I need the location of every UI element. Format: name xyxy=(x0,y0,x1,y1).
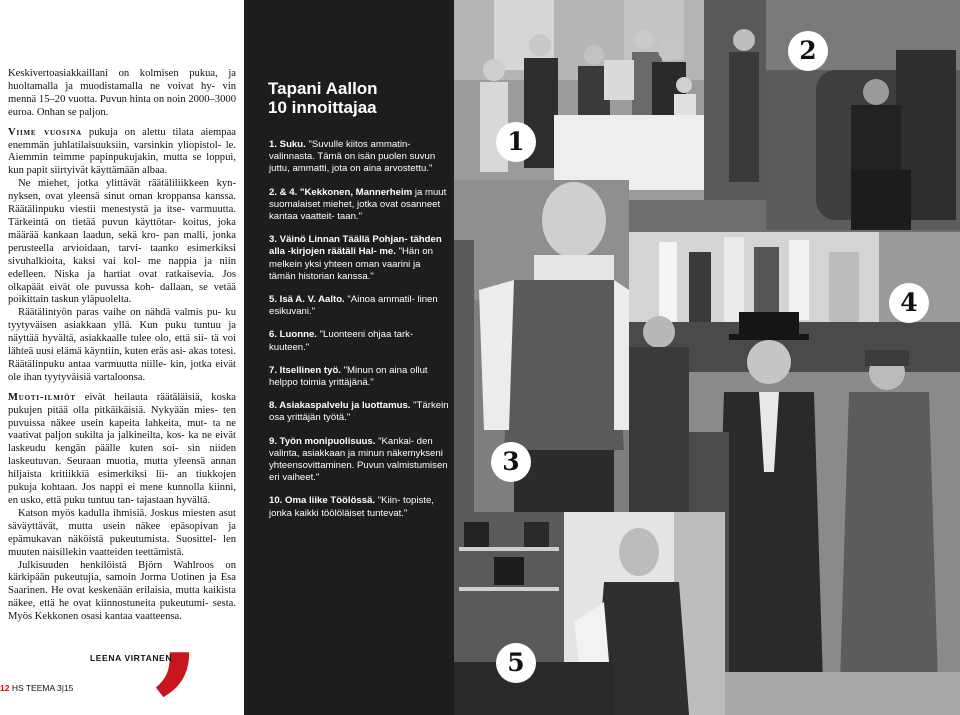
page-folio: 12 HS TEEMA 3|15 xyxy=(0,683,74,693)
article-paragraph: Katson myös kadulla ihmisiä. Joskus miesten asut säväyttävät, mutta usein näkee epäsopivan ja epämukavan näköistä pukeutumista. Suosittel- len muuten naisillekin vaatteiden teettämistä. xyxy=(8,507,236,558)
article-paragraph: Julkisuuden henkilöistä Björn Wahlroos on kärkipään pukeutujia, samoin Jorma Uotinen ja Esa Saarinen. He ovat keskenään erilaisia, mutta kaikista näkee, että he ovat kiinnostuneita pukeutumi- sesta. Myös Kekkonen osasi kantaa vaatteensa. xyxy=(8,559,236,623)
lead-in: Muoti-ilmiöt xyxy=(8,391,76,403)
article-intro: Keskivertoasiakkaillani on kolmisen pukua, ja huoltamalla ja muodistamalla ne voivat hy- vin mennä 15–20 vuotta. Puvun hinta on noin 2000–3000 euroa. Onhan se paljon. xyxy=(8,68,236,118)
article-paragraph: Viime vuosina pukuja on alettu tilata aiempaa enemmän juhlatilaisuuksiin, varsinkin yliopistol- le. Aiemmin teimme papinpukujakin, mutta se loppui, kun papit siirtyivät käyttämään albaa. xyxy=(8,126,236,177)
author-byline: LEENA VIRTANEN xyxy=(90,653,173,663)
photo-number-badge: 2 xyxy=(788,31,828,71)
list-item: 9. Työn monipuolisuus. "Kankai- den valinta, asiakkaan ja minun näkemykseni yhteensovittaminen. Puvun valmistumisen eri vaiheet." xyxy=(269,435,448,484)
sidebar-title: Tapani Aallon 10 innoittajaa xyxy=(268,79,378,117)
photo-collage xyxy=(454,0,960,715)
list-item: 8. Asiakaspalvelu ja luottamus. "Tärkein osa yrittäjän työtä." xyxy=(269,400,449,424)
halme-photo xyxy=(454,180,629,542)
list-item: 10. Oma liike Töölössä. "Kiin- topiste, jonka kaikki töölöläiset tuntevat." xyxy=(269,495,434,519)
list-item: 3. Väinö Linnan Täällä Pohjan- tähden alla -kirjojen räätäli Hal- me. "Hän on melkein yksi yhteen oman vaarini ja tämän historian kanssa." xyxy=(269,234,442,282)
article-column xyxy=(0,0,244,715)
inspiration-list xyxy=(269,139,449,531)
photo-number-badge: 1 xyxy=(496,122,536,162)
photo-number-badge: 5 xyxy=(496,643,536,683)
article-paragraph: Muoti-ilmiöt eivät heilauta räätäläisiä, koska pukujen pitää olla pitkäikäisiä. Nykyään mies- ten puvuissa näkee usein kapeita lahkeita, mut- ta ne vaativat paljon sukilta ja jalkineilta, kos- ka ne eivät laskeudu kengän päälle kuten soi- sin niiden laskeutuvan. Seuraan muotia, mutta yleensä annan hiljaista kritiikkiä esimerkiksi lii- an tiukkojen pukuja kohtaan. Jos nappi ei mene kunnolla kiinni, en usko, että puku tuntuu tan- tajastaan hyvältä. xyxy=(8,391,236,506)
tailor-photo-drawing xyxy=(454,512,725,715)
list-item: 7. Itsellinen työ. "Minun on aina ollut helppo toimia yrittäjänä." xyxy=(269,364,428,389)
lead-in: Viime vuosina xyxy=(8,126,82,138)
list-item: 1. Suku. "Suvulle kiitos ammatin- valinnasta. Tämä on isän puolen suvun juttu, ammatti, jota on aina arvostettu." xyxy=(269,139,436,175)
article-paragraph: Räätälintyön paras vaihe on nähdä valmis pu- ku tyytyväisen asiakkaan yllä. Kun puku tuntuu ja näyttää hyvältä, asiakkaalle tulee olo, että sii- tä voi lähteä uusi elämä käyntiin, kuten eräs asi- akas totesi. Räätälinpuku antaa varmuutta niille- kin, jotka eivät ole ihan tyytyväisiä vartaloonsa. xyxy=(8,307,236,383)
list-item: 5. Isä A. V. Aalto. "Ainoa ammatil- linen esikuvani." xyxy=(269,294,438,318)
photo-number-badge: 4 xyxy=(889,283,929,323)
halme-photo-drawing xyxy=(454,180,629,542)
article-body xyxy=(8,68,236,624)
tailor-photo xyxy=(454,512,725,715)
quote-mark: , xyxy=(154,544,203,708)
list-item: 6. Luonne. "Luonteeni ohjaa tark- kuuteen." xyxy=(269,329,414,353)
sidebar-box xyxy=(244,0,454,715)
photo-number-badge: 3 xyxy=(491,442,531,482)
article-paragraph: Ne miehet, jotka ylittävät räätäliliikkeen kyn- nyksen, ovat yleensä sinut oman kroppansa kanssa. Räätälinpuku viestii menestystä ja itse- varmuutta. Tärkeintä on tietää puvun käyttötar- koitus, joka määrää kankaan laadun, sekä kro- pan malli, jonka perusteella arvioidaan, tarvi- taanko esimerkiksi sivuhalkioita, kaksi vai kol- me nappia ja niin edelleen. Niska ja hartiat ovat ratkaisevia. Jos olkapäät eivät ole puvussa koh- dallaan, se vetää poikittain taskun yläpuolelta. xyxy=(8,178,236,306)
list-item: 2. & 4. "Kekkonen, Mannerheim ja muut suomalaiset miehet, jotka ovat osanneet kantaa vaatteit- taan." xyxy=(269,186,447,223)
